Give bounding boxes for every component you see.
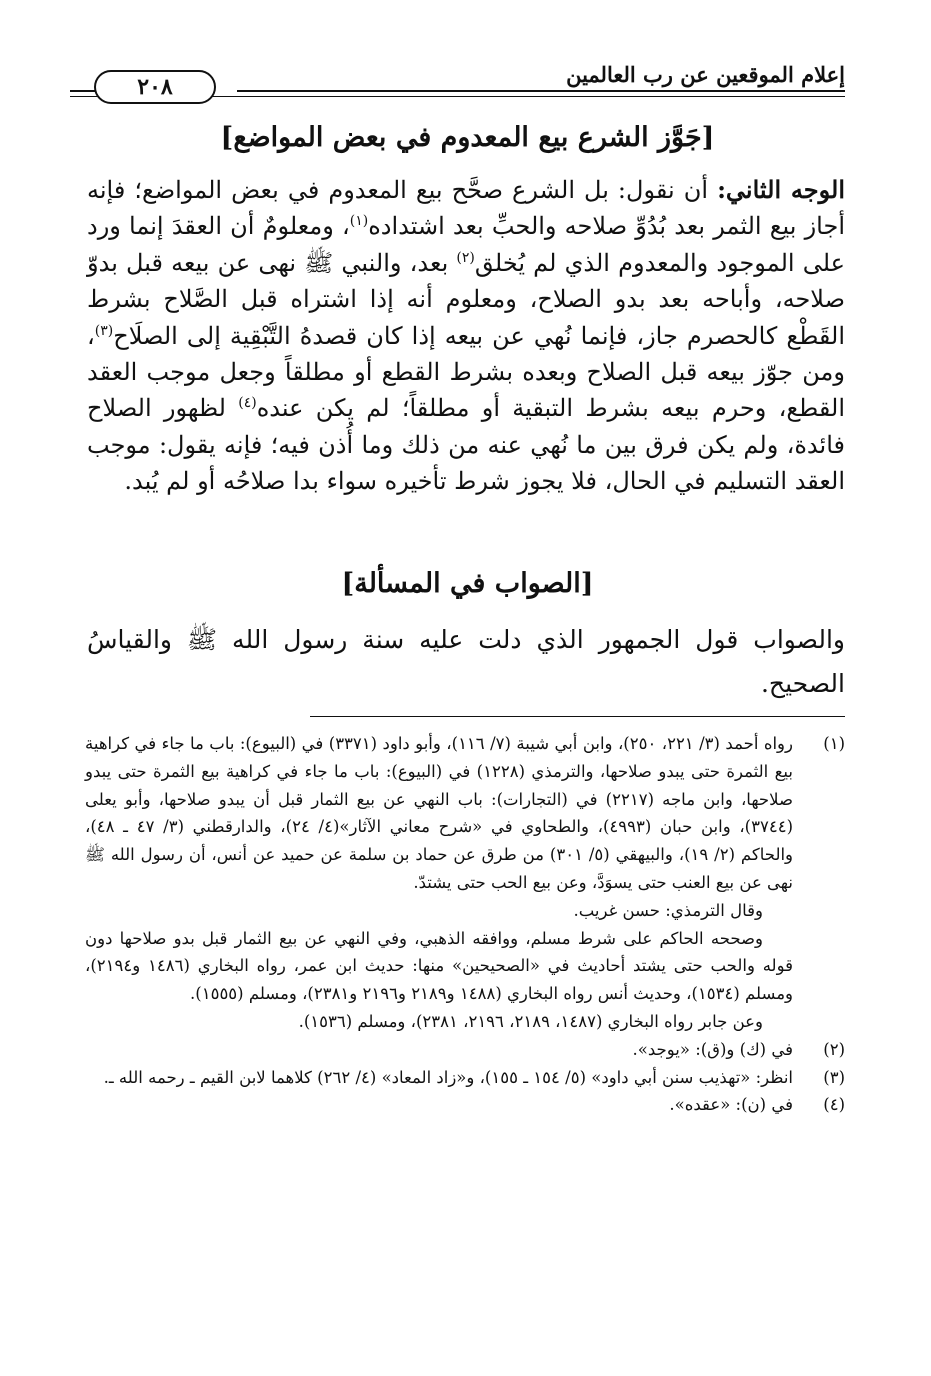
footnote-text: في (ك) و(ق): «يوجد». bbox=[632, 1039, 793, 1059]
footnote bbox=[85, 1091, 845, 1119]
footnote-text: في (ن): «عقده». bbox=[669, 1095, 793, 1115]
footnote-number: (١) bbox=[823, 734, 845, 753]
section-heading: [جَوَّز الشرع بيع المعدوم في بعض المواضع] bbox=[220, 122, 715, 153]
footnote-separator bbox=[310, 716, 845, 717]
section-heading: [الصواب في المسألة] bbox=[341, 568, 594, 599]
footnote-text: وصححه الحاكم على شرط مسلم، ووافقه الذهبي، وفي النهي عن بيع الثمار قبل بدو صلاحها دون قوله والحب حتى يشتد أحاديث في «الصحيحين» منها: حديث ابن عمر، رواه البخاري (١٤٨٦ و٢١٩٤)، ومسلم (١٥٣٤)، وحديث أنس رواه البخاري (١٤٨٨ و٢١٨٩ و٢١٩٦ و٢٣٨١)، ومسلم (١٥٥٥). bbox=[85, 928, 793, 1004]
footnote bbox=[85, 730, 845, 1036]
footnote-ref[interactable]: (٢) bbox=[456, 249, 475, 266]
main-paragraph bbox=[87, 172, 845, 500]
header-rule bbox=[237, 90, 845, 92]
footnote-ref[interactable]: (٤) bbox=[238, 395, 257, 412]
paragraph-text: ، ومن جوّز بيعه قبل الصلاح وبعده بشرط القطع أو مطلقاً وجعل موجب العقد القطع، وحرم بيعه بشرط التبقية أو مطلقاً؛ لم يكن عنده bbox=[87, 321, 845, 423]
page-number: ٢٠٨ bbox=[94, 70, 216, 104]
paragraph-text: ، ومعلومٌ أن العقدَ إنما ورد على الموجود والمعدوم الذي لم يُخلق bbox=[87, 212, 845, 277]
paragraph-text: لظهور الصلاح فائدة، ولم يكن فرق بين ما نُهي عنه من ذلك وما أُذن فيه؛ فإنه يقول: موجب العقد التسليم في الحال، فلا يجوز شرط تأخيره سواء بدا صلاحُه أو لم يُبد. bbox=[87, 394, 845, 496]
header-rule-left bbox=[70, 90, 95, 92]
footnote-ref[interactable]: (٣) bbox=[94, 322, 114, 339]
paragraph-text: بعد، والنبي ﷺ نهى عن بيعه قبل بدوّ صلاحه، وأباحه بعد بدو الصلاح، ومعلوم أنه إذا اشتراه قبل الصَّلاح بشرط القَطْع كالحصرم جاز، فإنما نُهي عن بيعه إذا كان قصدهُ التَّبْقِية إلى الصلَاح bbox=[87, 248, 845, 350]
footnote-ref[interactable]: (١) bbox=[349, 213, 369, 230]
paragraph-lead: الوجه الثاني: bbox=[717, 175, 845, 204]
conclusion-paragraph: والصواب قول الجمهور الذي دلت عليه سنة رسول الله ﷺ والقياسُ الصحيح. bbox=[87, 625, 845, 698]
page-header bbox=[70, 52, 845, 100]
footnote-number: (٣) bbox=[823, 1067, 845, 1087]
footnote-number: (٤) bbox=[823, 1095, 845, 1115]
footnotes bbox=[85, 730, 845, 1119]
footnote-text: وقال الترمذي: حسن غريب. bbox=[573, 900, 763, 920]
footnote-text: رواه أحمد (٣/ ٢٢١، ٢٥٠)، وابن أبي شيبة (٧/ ١١٦)، وأبو داود (٣٣٧١) في (البيوع): باب ما جاء في كراهية بيع الثمرة حتى يبدو صلاحها، والترمذي (١٢٢٨) في (البيوع): باب ما جاء في كراهية بيع الثمرة حتى يبدو صلاحها، وابن ماجه (٢٢١٧) في (التجارات): باب النهي عن بيع الثمار قبل أن يبدو صلاحها، وأبو يعلى (٣٧٤٤)، وابن حبان (٤٩٩٣)، والطحاوي في «شرح معاني الآثار»(٤/ ٢٤)، والدارقطني (٣/ ٤٧ ـ ٤٨)، والحاكم (٢/ ١٩)، والبيهقي (٥/ ٣٠١) من طرق عن حماد بن سلمة عن حميد عن أنس، أن رسول الله ﷺ نهى عن بيع العنب حتى يسوَدَّ، وعن بيع الحب حتى يشتدّ. bbox=[85, 734, 794, 892]
paragraph-text: أن نقول: بل الشرع صحَّح بيع المعدوم في بعض المواضع؛ فإنه أجاز بيع الثمر بعد بُدُوِّ صلاحه والحبِّ بعد اشتداده bbox=[87, 176, 845, 241]
footnote bbox=[85, 1036, 845, 1064]
footnote-text: انظر: «تهذيب سنن أبي داود» (٥/ ١٥٤ ـ ١٥٥)، و«زاد المعاد» (٤/ ٢٦٢) كلاهما لابن القيم ـ رحمه الله ـ. bbox=[103, 1067, 793, 1087]
footnote bbox=[85, 1064, 845, 1092]
footnote-number: (٢) bbox=[823, 1039, 845, 1059]
running-title: إعلام الموقعين عن رب العالمين bbox=[566, 62, 845, 87]
footnote-text: وعن جابر رواه البخاري (١٤٨٧، ٢١٨٩، ٢١٩٦، ٢٣٨١)، ومسلم (١٥٣٦). bbox=[298, 1011, 763, 1031]
